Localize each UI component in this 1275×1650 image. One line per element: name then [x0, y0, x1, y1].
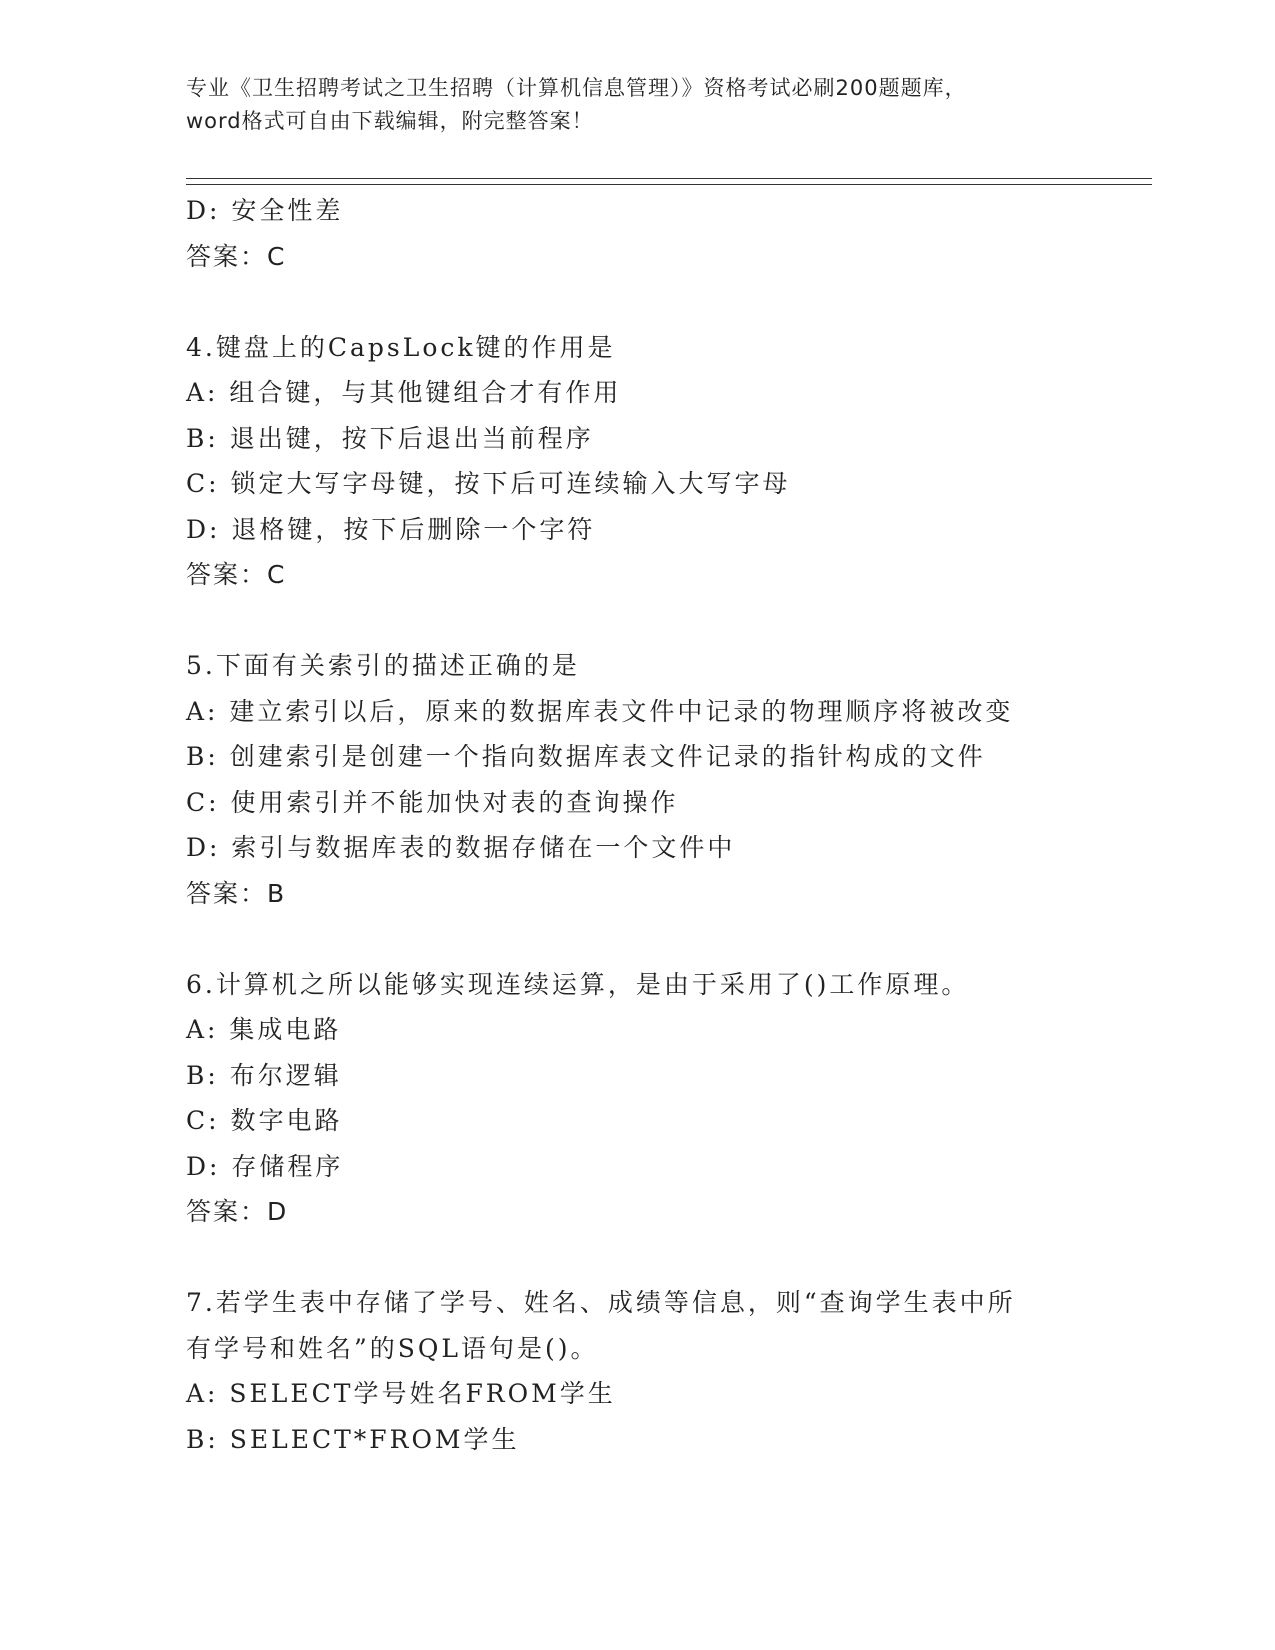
header-title-line-1: 专业《卫生招聘考试之卫生招聘（计算机信息管理）》资格考试必刷200题题库，: [186, 76, 967, 100]
option-a: A: 集成电路: [186, 1015, 342, 1044]
option-b: B: 创建索引是创建一个指向数据库表文件记录的指针构成的文件: [186, 742, 986, 771]
spacer: [186, 916, 1086, 962]
spacer: [186, 598, 1086, 644]
question-stem-line-2: 有学号和姓名”的SQL语句是()。: [186, 1333, 599, 1363]
option-a: A: 建立索引以后，原来的数据库表文件中记录的物理顺序将被改变: [186, 696, 1014, 726]
question-stem: 4.键盘上的CapsLock键的作用是: [186, 332, 616, 362]
question-6: [186, 962, 1086, 1235]
document-header: [186, 72, 1086, 138]
spacer: [186, 279, 1086, 325]
option-d: D: 索引与数据库表的数据存储在一个文件中: [186, 833, 736, 862]
header-title-line-2: word格式可自由下载编辑，附完整答案！: [186, 109, 594, 133]
answer: 答案：B: [186, 878, 287, 908]
prev-question-option-d: D: 安全性差: [186, 196, 344, 225]
option-c: C: 使用索引并不能加快对表的查询操作: [186, 787, 679, 817]
answer: 答案：C: [186, 560, 287, 589]
option-b: B: SELECT*FROM学生: [186, 1424, 520, 1454]
option-b: B: 布尔逻辑: [186, 1060, 342, 1090]
option-c: C: 数字电路: [186, 1106, 343, 1135]
question-stem: 6.计算机之所以能够实现连续运算，是由于采用了()工作原理。: [186, 969, 970, 999]
prev-question-answer: 答案：C: [186, 241, 287, 271]
spacer: [186, 1235, 1086, 1281]
option-a: A: 组合键，与其他键组合才有作用: [186, 378, 622, 407]
question-stem-line-1: 7.若学生表中存储了学号、姓名、成绩等信息，则“查询学生表中所: [186, 1288, 1016, 1317]
option-d: D: 存储程序: [186, 1151, 344, 1181]
option-b: B: 退出键，按下后退出当前程序: [186, 423, 594, 453]
question-5: [186, 643, 1086, 916]
option-d: D: 退格键，按下后删除一个字符: [186, 514, 596, 544]
question-content: [186, 188, 1086, 1462]
question-4: [186, 325, 1086, 598]
question-7: [186, 1280, 1086, 1462]
option-c: C: 锁定大写字母键，按下后可连续输入大写字母: [186, 469, 791, 498]
option-a: A: SELECT学号姓名FROM学生: [186, 1379, 616, 1408]
answer: 答案：D: [186, 1197, 289, 1226]
header-divider: [186, 178, 1152, 185]
question-stem: 5.下面有关索引的描述正确的是: [186, 651, 580, 680]
